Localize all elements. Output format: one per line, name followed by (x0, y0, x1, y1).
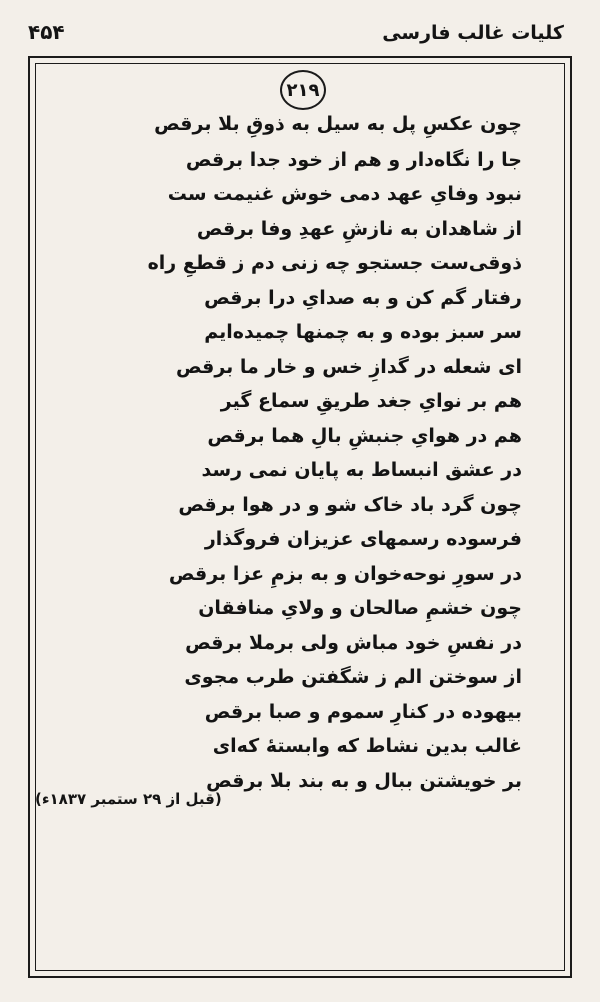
verse-line: رفتار گم کن و به صدایِ درا برقص (204, 287, 522, 309)
verse-line: سر سبز بوده و به چمنها چمیده‌ایم (204, 321, 522, 343)
verse-line: چون خشمِ صالحان و ولایِ منافقان (198, 597, 522, 619)
verse-line: بیهوده در کنارِ سموم و صبا برقص (204, 701, 522, 723)
verse-line: چون گرد باد خاک شو و در هوا برقص (178, 494, 522, 516)
running-head (28, 18, 572, 52)
page-number: ۴۵۴ (28, 20, 65, 44)
verse-line: نبود وفایِ عهد دمی خوش غنیمت ست (167, 183, 522, 205)
ghazal-number: ۲۱۹ (286, 79, 320, 101)
verse-line: در سورِ نوحه‌خوان و به بزمِ عزا برقص (168, 563, 522, 585)
verse-line: بر خویشتن ببال و به بند بلا برقص (206, 770, 522, 792)
verse-line: از سوختن الم ز شگفتن طرب مجوی (184, 666, 522, 688)
date-note: (قبل از ۲۹ ستمبر ۱۸۳۷ء) (35, 790, 222, 808)
verse-line: هم در هوایِ جنبشِ بالِ هما برقص (207, 425, 522, 447)
verse-line: چون عکسِ پل به سیل به ذوقِ بلا برقص (154, 113, 522, 135)
verse-line: هم بر نوایِ جغد طریقِ سماع گیر (220, 390, 522, 412)
verse-line: از شاهدان به نازشِ عهدِ وفا برقص (196, 218, 522, 240)
verse-line: در نفسِ خود مباش ولی برملا برقص (185, 632, 522, 654)
verse-line: در عشق انبساط به پایان نمی رسد (201, 459, 522, 481)
ghazal-number-badge (280, 70, 326, 110)
verse-line: ای شعله در گدازِ خس و خار ما برقص (175, 356, 522, 378)
verse-line: جا را نگاه‌دار و هم از خود جدا برقص (185, 149, 522, 171)
verse-line: فرسوده رسمهای عزیزان فروگذار (204, 528, 522, 550)
verse-line: ذوقی‌ست جستجو چه زنی دم ز قطعِ راه (147, 252, 522, 274)
book-title: کلیات غالب فارسی (382, 22, 564, 44)
verse-line: غالب بدین نشاط که وابستهٔ که‌ای (212, 735, 522, 757)
